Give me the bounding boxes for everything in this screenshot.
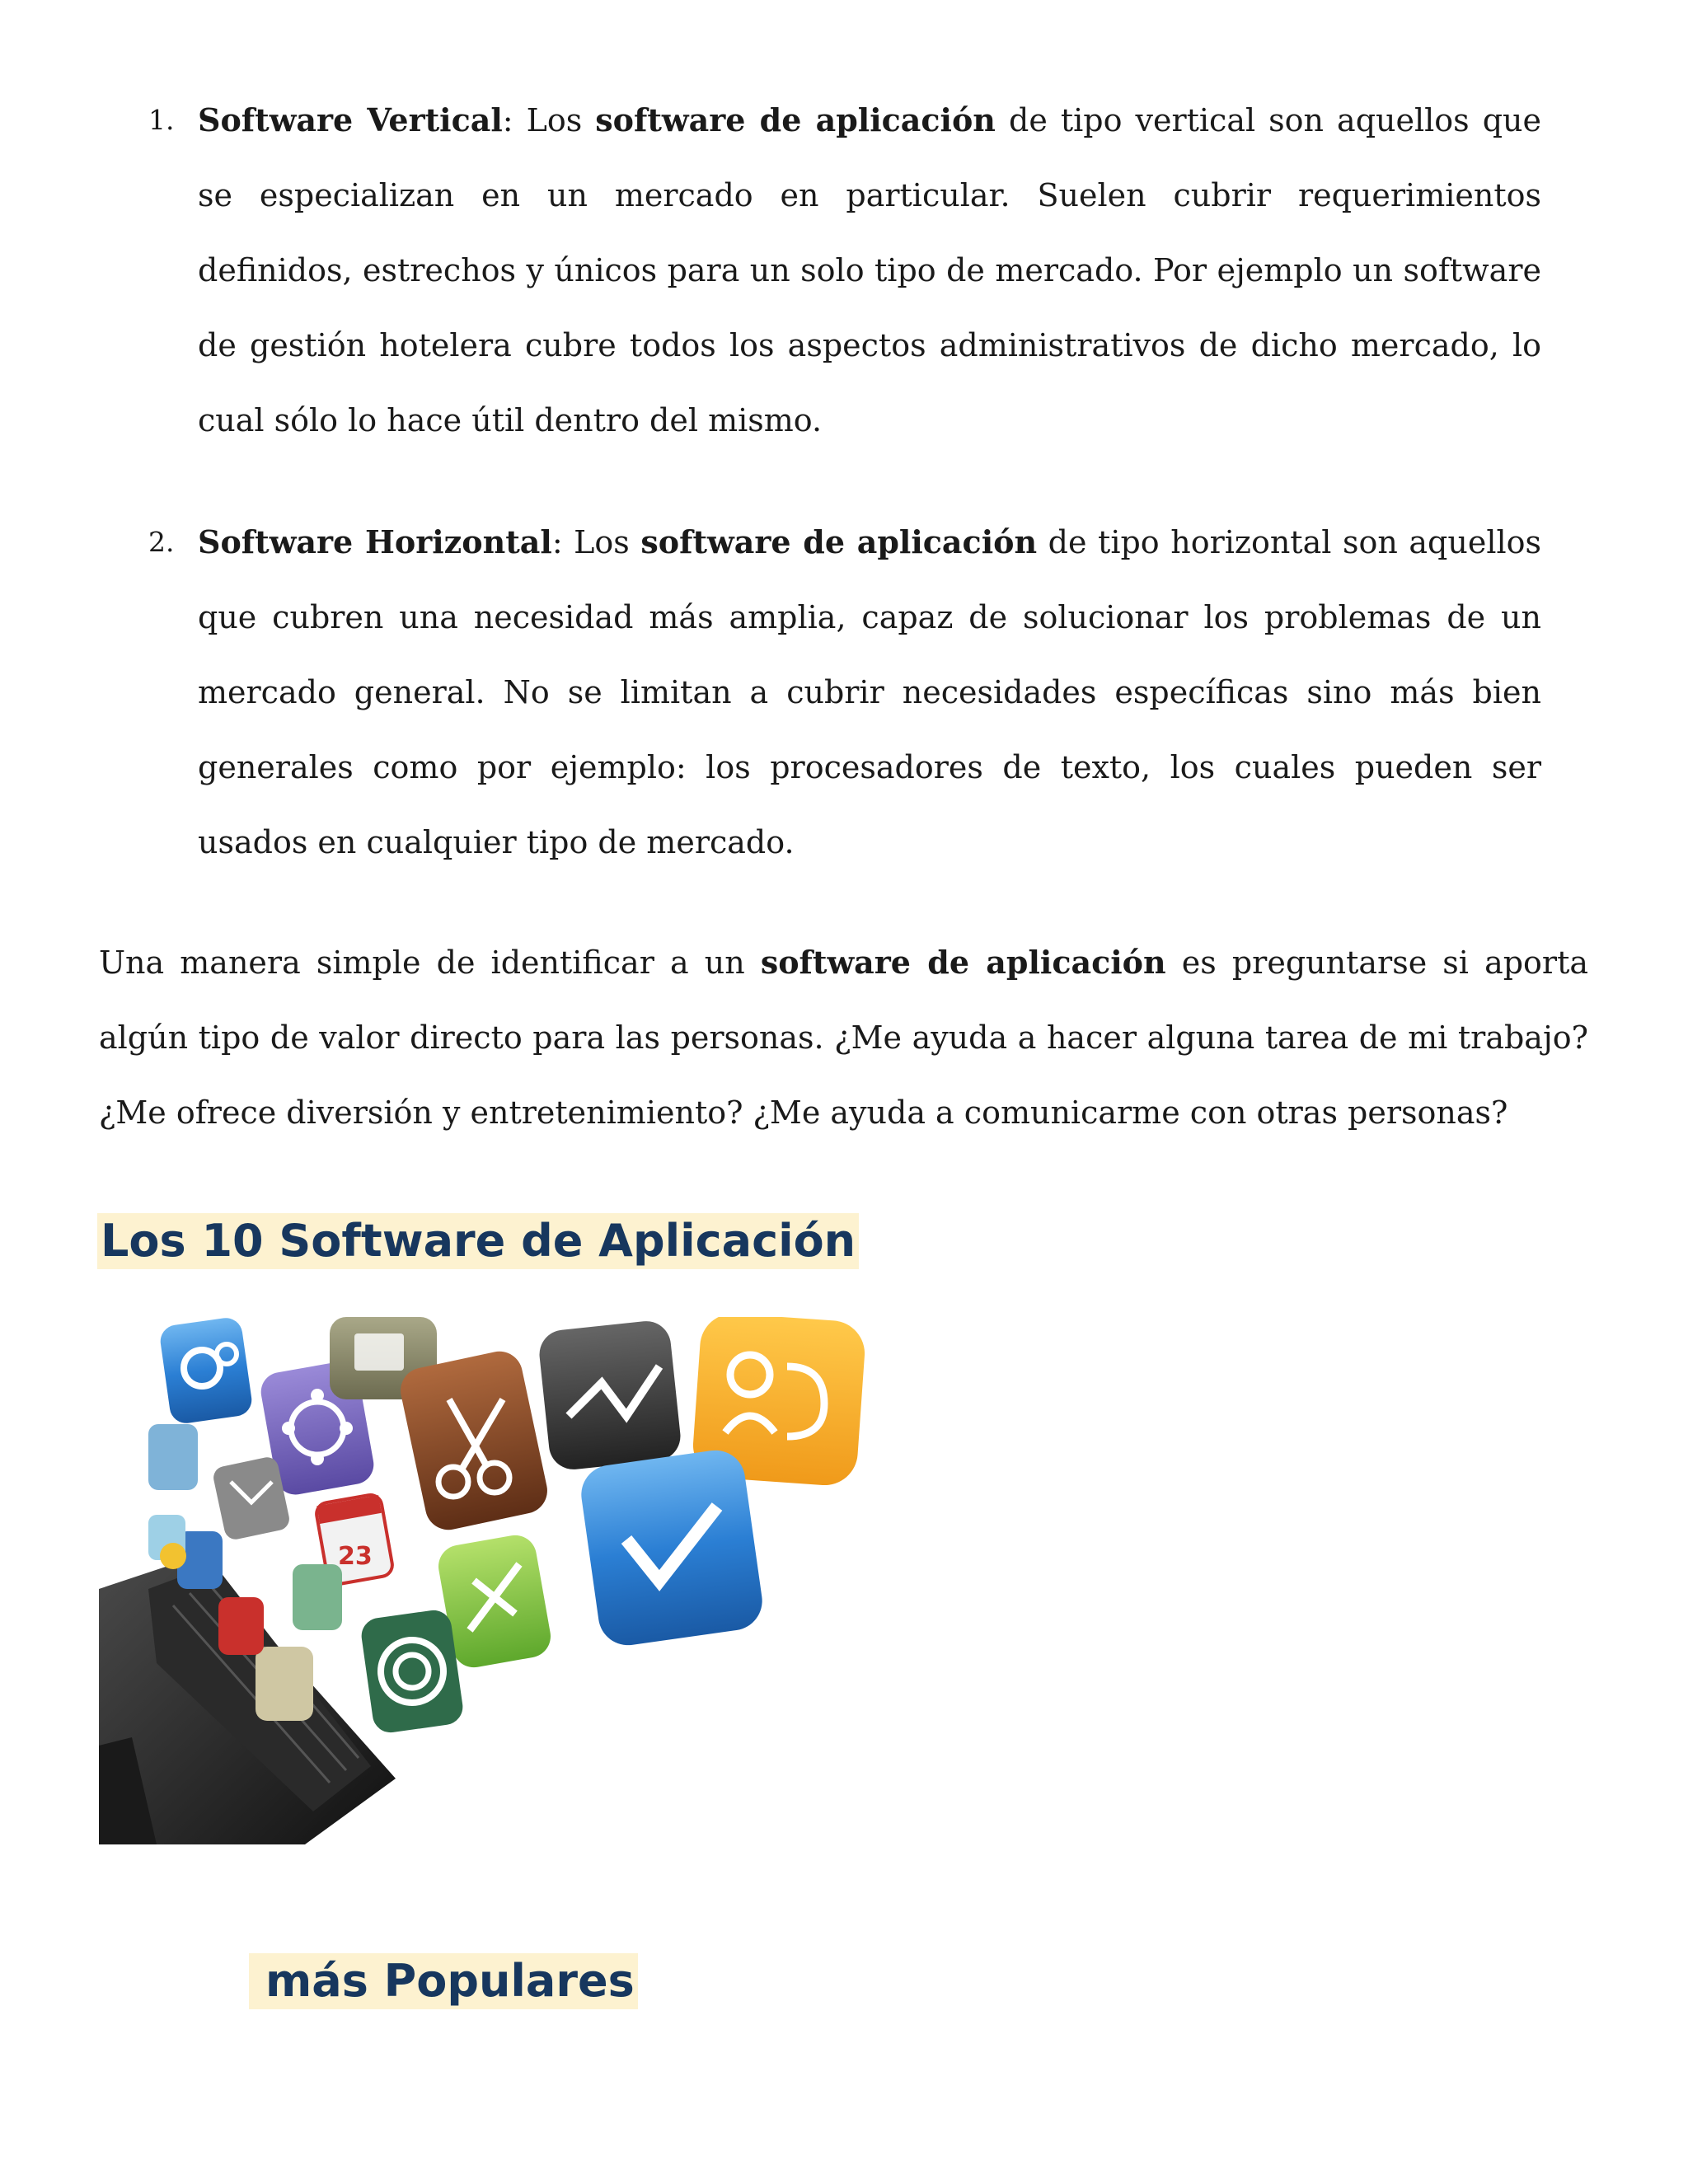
body-paragraph xyxy=(99,925,1588,1151)
item-text: de tipo horizontal son aquellos que cubren una necesidad más amplia, capaz de solucionar los problemas de un mercado general. No se limitan a cubrir necesidades específicas sino más bien generales como por ejemplo: los procesadores de texto, los cuales pueden ser usados en cualquier tipo de mercado. xyxy=(198,524,1542,860)
item-title: Software Vertical xyxy=(198,101,503,138)
item-text: de tipo vertical son aquellos que se especializan en un mercado en particular. Suelen cubrir requerimientos definidos, estrechos y únicos para un solo tipo de mercado. Por ejemplo un software de gestión hotelera cubre todos los aspectos administrativos de dicho mercado, lo cual sólo lo hace útil dentro del mismo. xyxy=(198,102,1542,438)
list-number: 2. xyxy=(148,526,175,558)
calendar-number: 23 xyxy=(338,1542,373,1571)
list-item-horizontal xyxy=(99,504,1541,880)
para-term: software de aplicación xyxy=(760,944,1166,981)
para-after: es preguntarse si aporta algún tipo de valor directo para las personas. ¿Me ayuda a hacer alguna tarea de mi trabajo? ¿Me ofrece diversión y entretenimiento? ¿Me ayuda a comunicarme con otras personas? xyxy=(99,944,1589,1131)
chart-icon xyxy=(537,1319,683,1472)
scissors-icon xyxy=(396,1347,551,1535)
list-number: 1. xyxy=(148,104,175,136)
gear-icon xyxy=(158,1317,254,1425)
target-icon xyxy=(359,1608,465,1735)
section-heading-continued: más Populares xyxy=(249,1953,638,2009)
item-title: Software Horizontal xyxy=(198,523,552,560)
item-term: software de aplicación xyxy=(640,523,1038,560)
section-heading: Los 10 Software de Aplicación xyxy=(97,1213,859,1269)
item-term: software de aplicación xyxy=(595,101,996,138)
list-item-vertical xyxy=(99,82,1541,458)
para-before: Una manera simple de identificar a un xyxy=(99,944,761,981)
item-sep: : Los xyxy=(551,524,641,560)
app-icons-image xyxy=(99,1317,890,1844)
item-sep: : Los xyxy=(502,102,596,138)
check-icon xyxy=(578,1446,767,1649)
